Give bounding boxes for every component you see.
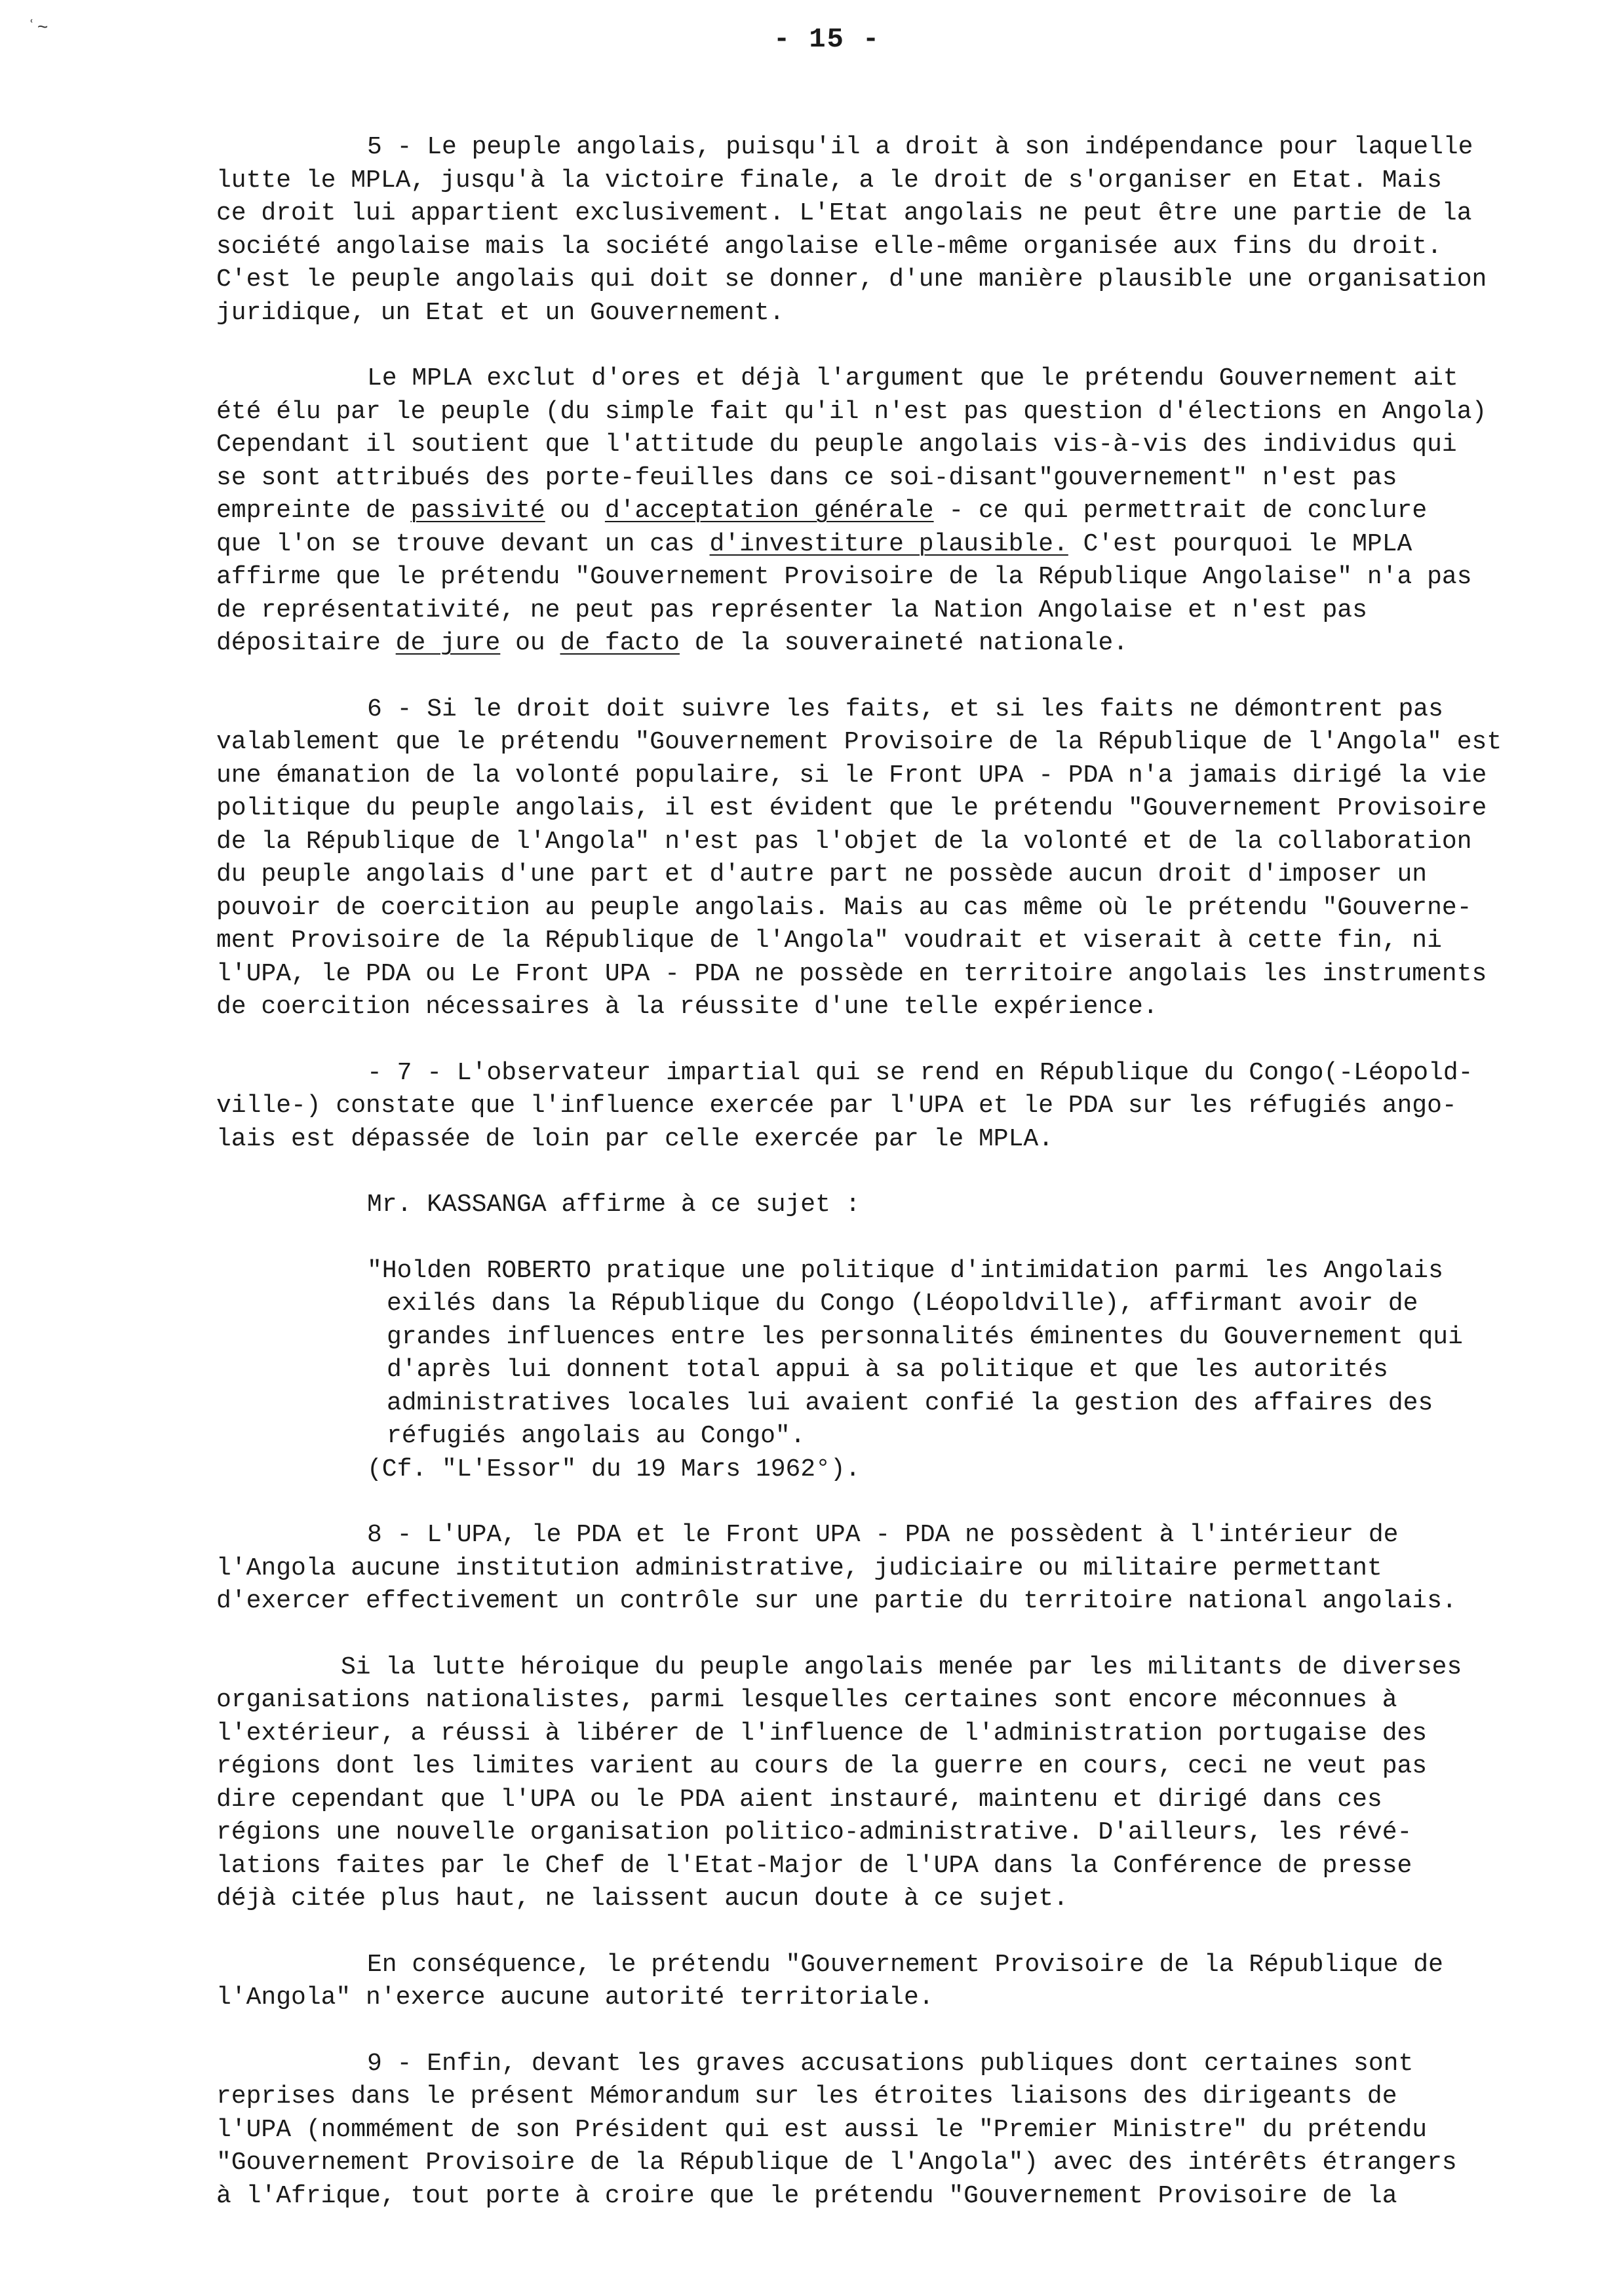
text-line: se sont attribués des porte-feuilles dans ce soi-disant"gouvernement" n'est pas: [216, 463, 1397, 492]
text-line: du peuple angolais d'une part et d'autre part ne possède aucun droit d'imposer un: [216, 860, 1428, 889]
text-line: ce droit lui appartient exclusivement. L'Etat angolais ne peut être une partie de la: [216, 199, 1472, 227]
page-body: [216, 131, 1566, 2246]
text-line: régions une nouvelle organisation politico-administrative. D'ailleurs, les révé-: [216, 1818, 1412, 1846]
paragraph-8: [216, 1519, 1566, 1618]
text-line: organisations nationalistes, parmi lesquelles certaines sont encore méconnues à: [216, 1686, 1397, 1714]
quote-line: administratives locales lui avaient confié la gestion des affaires des: [387, 1388, 1433, 1417]
text-line: C'est le peuple angolais qui doit se donner, d'une manière plausible une organisation: [216, 265, 1487, 294]
paragraph-5-continued: [216, 362, 1566, 660]
quote-line: grandes influences entre les personnalités éminentes du Gouvernement qui: [387, 1322, 1463, 1351]
text-line: 6 - Si le droit doit suivre les faits, et si les faits ne démontrent pas: [367, 695, 1443, 723]
text-line: Cependant il soutient que l'attitude du peuple angolais vis-à-vis des individus qui: [216, 430, 1457, 459]
quote-citation: (Cf. "L'Essor" du 19 Mars 1962°).: [367, 1455, 861, 1483]
text-line: Mr. KASSANGA affirme à ce sujet :: [367, 1191, 861, 1219]
underlined-term: d'investiture plausible.: [709, 529, 1068, 558]
paragraph-8-continued: [216, 1651, 1566, 1916]
text-line: "Gouvernement Provisoire de la République de l'Angola") avec des intérêts étrangers: [216, 2149, 1457, 2177]
text-line: empreinte de passivité ou d'acceptation générale - ce qui permettrait de conclure: [216, 497, 1428, 525]
text-line: l'UPA (nommément de son Président qui est aussi le "Premier Ministre" du prétendu: [216, 2115, 1428, 2144]
text-line: l'Angola aucune institution administrative, judiciaire ou militaire permettant: [216, 1554, 1382, 1582]
text-line: 9 - Enfin, devant les graves accusations publiques dont certaines sont: [367, 2049, 1414, 2078]
text-line: affirme que le prétendu "Gouvernement Provisoire de la République Angolaise" n'a pas: [216, 563, 1472, 591]
text-line: valablement que le prétendu "Gouvernement Provisoire de la République de l'Angola" est: [216, 728, 1502, 756]
quote-line: exilés dans la République du Congo (Léopoldville), affirmant avoir de: [387, 1290, 1418, 1318]
paragraph-5: [216, 131, 1566, 330]
quotation-block: [216, 1255, 1566, 1487]
text-line: ville-) constate que l'influence exercée par l'UPA et le PDA sur les réfugiés ango-: [216, 1092, 1457, 1120]
text-line: déjà citée plus haut, ne laissent aucun doute à ce sujet.: [216, 1885, 1068, 1913]
paragraph-7-intro: [216, 1189, 1566, 1222]
text-line: Le MPLA exclut d'ores et déjà l'argument que le prétendu Gouvernement ait: [367, 364, 1458, 392]
text-line: régions dont les limites varient au cours de la guerre en cours, ceci ne veut pas: [216, 1752, 1428, 1780]
text-line: pouvoir de coercition au peuple angolais. Mais au cas même où le prétendu "Gouverne-: [216, 893, 1472, 922]
text-line: une émanation de la volonté populaire, si le Front UPA - PDA n'a jamais dirigé la vie: [216, 761, 1487, 790]
text-line: reprises dans le présent Mémorandum sur les étroites liaisons des dirigeants de: [216, 2082, 1397, 2111]
text-line: de représentativité, ne peut pas représenter la Nation Angolaise et n'est pas: [216, 596, 1367, 624]
text-line: l'extérieur, a réussi à libérer de l'influence de l'administration portugaise des: [216, 1719, 1428, 1748]
underlined-term: de facto: [560, 629, 680, 657]
underlined-term: de jure: [395, 629, 501, 657]
text-line: ment Provisoire de la République de l'Angola" voudrait et viserait à cette fin, ni: [216, 927, 1442, 955]
text-line: 8 - L'UPA, le PDA et le Front UPA - PDA ne possèdent à l'intérieur de: [367, 1521, 1399, 1549]
underlined-term: passivité: [410, 497, 545, 525]
text-line: l'UPA, le PDA ou Le Front UPA - PDA ne possède en territoire angolais les instruments: [216, 959, 1487, 988]
text-line: que l'on se trouve devant un cas d'investiture plausible. C'est pourquoi le MPLA: [216, 529, 1412, 558]
text-line: de coercition nécessaires à la réussite d'une telle expérience.: [216, 993, 1158, 1021]
text-line: 5 - Le peuple angolais, puisqu'il a droit à son indépendance pour laquelle: [367, 133, 1473, 161]
text-line: dépositaire de jure ou de facto de la souveraineté nationale.: [216, 629, 1129, 657]
quote-line: "Holden ROBERTO pratique une politique d'intimidation parmi les Angolais: [367, 1256, 1443, 1285]
text-line: - 7 - L'observateur impartial qui se rend en République du Congo(-Léopold-: [367, 1058, 1473, 1087]
quote-line: réfugiés angolais au Congo".: [387, 1422, 806, 1450]
text-line: politique du peuple angolais, il est évident que le prétendu "Gouvernement Provisoire: [216, 794, 1487, 822]
text-line: société angolaise mais la société angolaise elle-même organisée aux fins du droit.: [216, 232, 1442, 261]
text-line: de la République de l'Angola" n'est pas l'objet de la volonté et de la collaboration: [216, 827, 1472, 856]
paragraph-consequence: [216, 1949, 1566, 2015]
text-line: à l'Afrique, tout porte à croire que le prétendu "Gouvernement Provisoire de la: [216, 2181, 1397, 2210]
text-line: dire cependant que l'UPA ou le PDA aient instauré, maintenu et dirigé dans ces: [216, 1785, 1382, 1814]
quote-line: d'après lui donnent total appui à sa politique et que les autorités: [387, 1356, 1388, 1384]
text-line: juridique, un Etat et un Gouvernement.: [216, 298, 785, 327]
text-line: lations faites par le Chef de l'Etat-Major de l'UPA dans la Conférence de presse: [216, 1851, 1412, 1880]
text-line: Si la lutte héroique du peuple angolais menée par les militants de diverses: [341, 1653, 1462, 1681]
corner-mark: ʿ~: [26, 18, 49, 39]
text-line: l'Angola" n'exerce aucune autorité territoriale.: [216, 1983, 934, 2012]
text-line: lutte le MPLA, jusqu'à la victoire finale, a le droit de s'organiser en Etat. Mais: [216, 166, 1442, 195]
text-line: En conséquence, le prétendu "Gouvernement Provisoire de la République de: [367, 1950, 1443, 1979]
paragraph-6: [216, 693, 1566, 1024]
text-line: d'exercer effectivement un contrôle sur une partie du territoire national angolais.: [216, 1587, 1457, 1615]
text-line: lais est dépassée de loin par celle exercée par le MPLA.: [216, 1124, 1054, 1153]
paragraph-9: [216, 2048, 1566, 2213]
page-number: - 15 -: [773, 24, 881, 55]
text-line: été élu par le peuple (du simple fait qu'il n'est pas question d'élections en Angola): [216, 397, 1487, 426]
underlined-term: d'acceptation générale: [604, 497, 934, 525]
paragraph-7: [216, 1057, 1566, 1157]
